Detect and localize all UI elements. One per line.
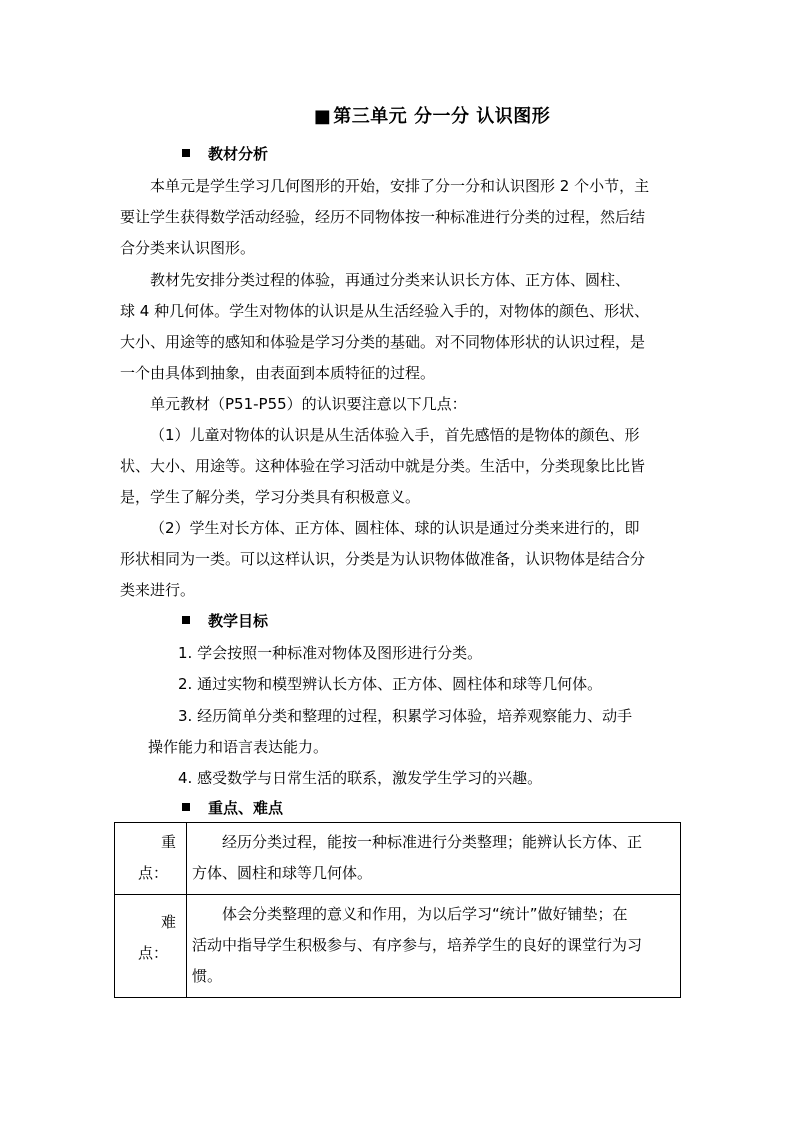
text-line: （2）学生对长方体、正方体、圆柱体、球的认识是通过分类来进行的，即 bbox=[150, 519, 640, 537]
heading-text: 教学目标 bbox=[208, 612, 269, 630]
row-content-key bbox=[187, 823, 681, 895]
table-row bbox=[115, 823, 681, 895]
table-row bbox=[115, 895, 681, 998]
heading-text: 重点、难点 bbox=[208, 799, 284, 817]
square-bullet-icon bbox=[182, 616, 190, 624]
section-heading-analysis bbox=[182, 144, 268, 164]
text-line: 体会分类整理的意义和作用，为以后学习“统计”做好铺垫；在 bbox=[222, 905, 628, 923]
text-line: 教材先安排分类过程的体验，再通过分类来认识长方体、正方体、圆柱、 bbox=[150, 271, 631, 289]
text-line: 活动中指导学生积极参与、有序参与，培养学生的良好的课堂行为习 bbox=[192, 936, 643, 954]
paragraph-1 bbox=[120, 171, 680, 264]
section-heading-key-points bbox=[182, 798, 283, 818]
label-line: 难 bbox=[160, 913, 176, 931]
text-line: 方体、圆柱和球等几何体。 bbox=[192, 864, 373, 882]
label-line: 重 bbox=[160, 833, 176, 851]
text-line: 类来进行。 bbox=[120, 581, 196, 599]
paragraph-4 bbox=[120, 420, 680, 513]
heading-text: 教材分析 bbox=[208, 145, 269, 163]
text-line: 球 4 种几何体。学生对物体的认识是从生活经验入手的，对物体的颜色、形状、 bbox=[120, 302, 650, 320]
text-line: 状、大小、用途等。这种体验在学习活动中就是分类。生活中，分类现象比比皆 bbox=[120, 457, 646, 475]
text-line: 经历分类过程，能按一种标准进行分类整理；能辨认长方体、正 bbox=[222, 833, 643, 851]
label-line: 点： bbox=[137, 944, 168, 962]
row-content-difficult bbox=[187, 895, 681, 998]
label-line: 点： bbox=[137, 864, 168, 882]
square-bullet-icon bbox=[182, 803, 190, 811]
square-bullet-icon bbox=[182, 149, 190, 157]
text-line: 一个由具体到抽象，由表面到本质特征的过程。 bbox=[120, 364, 436, 382]
paragraph-5 bbox=[120, 513, 680, 606]
row-label-difficult bbox=[115, 895, 187, 998]
goal-item-4: 4. 感受数学与日常生活的联系，激发学生学习的兴趣。 bbox=[178, 769, 543, 787]
paragraph-3 bbox=[120, 389, 680, 420]
text-line: 要让学生获得数学活动经验，经历不同物体按一种标准进行分类的过程，然后结 bbox=[120, 208, 646, 226]
text-line: 大小、用途等的感知和体验是学习分类的基础。对不同物体形状的认识过程，是 bbox=[120, 333, 646, 351]
goal-item-3-continuation: 操作能力和语言表达能力。 bbox=[148, 738, 329, 756]
text-line: 是，学生了解分类，学习分类具有积极意义。 bbox=[120, 488, 421, 506]
paragraph-2 bbox=[120, 265, 680, 389]
goal-item-1: 1. 学会按照一种标准对物体及图形进行分类。 bbox=[178, 644, 483, 662]
text-line: （1）儿童对物体的认识是从生活体验入手，首先感悟的是物体的颜色、形 bbox=[150, 426, 640, 444]
page-title bbox=[0, 104, 794, 130]
text-line: 单元教材（P51-P55）的认识要注意以下几点： bbox=[150, 395, 467, 413]
text-line: 形状相同为一类。可以这样认识，分类是为认识物体做准备，认识物体是结合分 bbox=[120, 550, 646, 568]
title-square-marker: ■ bbox=[313, 106, 332, 127]
goal-item-2: 2. 通过实物和模型辨认长方体、正方体、圆柱体和球等几何体。 bbox=[178, 675, 603, 693]
section-heading-goals bbox=[182, 611, 268, 631]
key-points-table bbox=[114, 822, 681, 998]
text-line: 合分类来认识图形。 bbox=[120, 239, 256, 257]
text-line: 本单元是学生学习几何图形的开始，安排了分一分和认识图形 2 个小节，主 bbox=[150, 177, 650, 195]
goal-item-3: 3. 经历简单分类和整理的过程，积累学习体验，培养观察能力、动手 bbox=[178, 707, 633, 725]
title-text: 第三单元 分一分 认识图形 bbox=[333, 106, 551, 127]
text-line: 惯。 bbox=[192, 967, 223, 985]
row-label-key bbox=[115, 823, 187, 895]
